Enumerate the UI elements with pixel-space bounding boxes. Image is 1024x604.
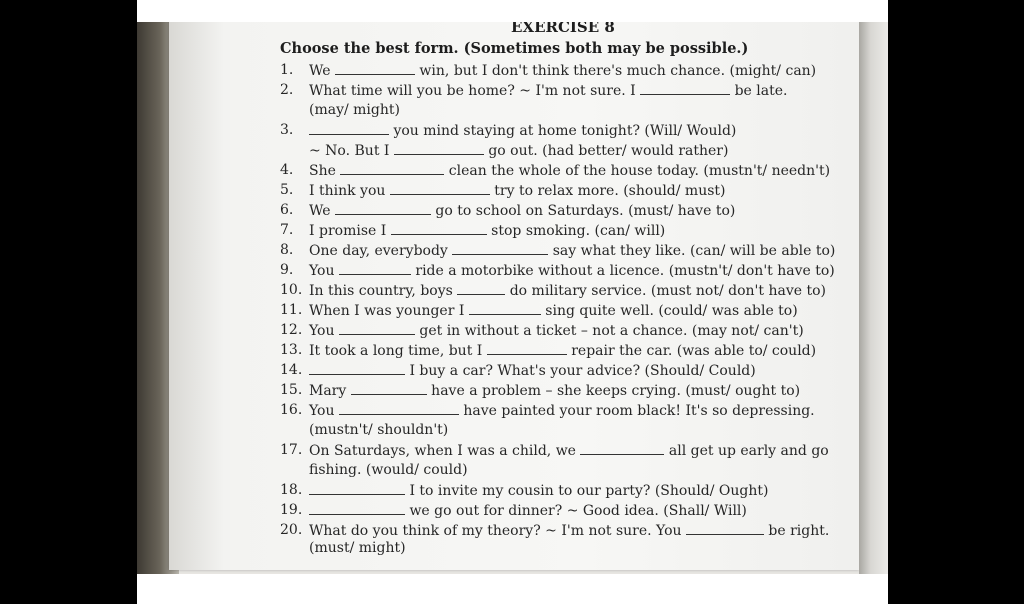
item-line (309, 402, 815, 419)
item-line (309, 162, 830, 179)
item-number: 4. (280, 162, 294, 178)
item-line (309, 322, 804, 339)
item-number: 6. (280, 202, 294, 218)
item-continuation: (must/ might) (309, 540, 406, 556)
item-text-before: You (309, 323, 339, 339)
item-number: 18. (280, 482, 303, 498)
item-line (309, 62, 816, 79)
item-text-after: ride a motorbike without a licence. (mustn't/ don't have to) (410, 263, 835, 279)
item-text-after: do military service. (must not/ don't have to) (505, 283, 826, 299)
item-text-after: go to school on Saturdays. (must/ have to) (430, 203, 736, 219)
item-number: 12. (280, 322, 303, 338)
item-line (309, 282, 826, 299)
item-number: 7. (280, 222, 294, 238)
item-number: 2. (280, 82, 294, 98)
item-number: 1. (280, 62, 294, 78)
item-line (309, 362, 756, 379)
item-text-before: What time will you be home? ~ I'm not sure. I (309, 83, 641, 99)
answer-blank[interactable] (335, 202, 431, 215)
item-text-after: I to invite my cousin to our party? (Should/ Ought) (405, 483, 769, 499)
item-line (309, 122, 736, 139)
right-black-bar (888, 0, 1024, 604)
item-line (309, 502, 747, 519)
item-text-before: ~ No. But I (309, 143, 394, 159)
item-line (309, 382, 800, 399)
left-black-bar (0, 0, 137, 604)
item-continuation: (may/ might) (309, 102, 400, 118)
page-edge (859, 22, 888, 574)
item-text-after: try to relax more. (should/ must) (489, 183, 726, 199)
item-line (309, 82, 787, 99)
answer-blank[interactable] (640, 82, 730, 95)
exercise-title: EXERCISE 8 (511, 22, 615, 36)
item-text-before: I think you (309, 183, 390, 199)
answer-blank[interactable] (390, 182, 490, 195)
item-line (309, 142, 728, 159)
item-number: 17. (280, 442, 303, 458)
answer-blank[interactable] (309, 502, 405, 515)
answer-blank[interactable] (339, 402, 459, 415)
item-text-after: win, but I don't think there's much chance. (might/ can) (414, 63, 817, 79)
item-line (309, 222, 665, 239)
item-text-before: What do you think of my theory? ~ I'm not sure. You (309, 523, 686, 539)
item-text-before: I promise I (309, 223, 391, 239)
answer-blank[interactable] (339, 322, 415, 335)
answer-blank[interactable] (580, 442, 664, 455)
book-page (169, 22, 859, 570)
item-continuation: fishing. (would/ could) (309, 462, 468, 478)
item-line (309, 262, 835, 279)
item-text-before: One day, everybody (309, 243, 453, 259)
item-number: 3. (280, 122, 294, 138)
item-text-after: all get up early and go (664, 443, 829, 459)
book-photo (137, 22, 888, 574)
item-text-after: have a problem – she keeps crying. (must/ ought to) (426, 383, 801, 399)
item-text-after: I buy a car? What's your advice? (Should/ Could) (405, 363, 756, 379)
item-text-after: clean the whole of the house today. (mustn't/ needn't) (444, 163, 831, 179)
answer-blank[interactable] (309, 122, 389, 135)
answer-blank[interactable] (487, 342, 567, 355)
item-text-before: You (309, 263, 339, 279)
item-text-before: She (309, 163, 341, 179)
item-number: 8. (280, 242, 294, 258)
item-text-after: repair the car. (was able to/ could) (566, 343, 817, 359)
item-text-before: It took a long time, but I (309, 343, 487, 359)
item-continuation: (mustn't/ shouldn't) (309, 422, 449, 438)
item-text-before: We (309, 203, 335, 219)
item-line (309, 522, 829, 539)
item-text-before: We (309, 63, 335, 79)
item-text-after: have painted your room black! It's so depressing. (458, 403, 815, 419)
item-line (309, 342, 816, 359)
answer-blank[interactable] (394, 142, 484, 155)
item-line (309, 442, 829, 459)
exercise-instruction: Choose the best form. (Sometimes both may be possible.) (280, 40, 749, 57)
item-text-after: you mind staying at home tonight? (Will/ Would) (389, 123, 737, 139)
item-line (309, 242, 835, 259)
answer-blank[interactable] (686, 522, 764, 535)
answer-blank[interactable] (452, 242, 548, 255)
item-text-after: sing quite well. (could/ was able to) (540, 303, 798, 319)
top-margin (137, 0, 888, 22)
item-line (309, 182, 726, 199)
answer-blank[interactable] (351, 382, 427, 395)
answer-blank[interactable] (309, 362, 405, 375)
item-text-after: stop smoking. (can/ will) (486, 223, 666, 239)
answer-blank[interactable] (335, 62, 415, 75)
item-text-after: say what they like. (can/ will be able to) (548, 243, 836, 259)
answer-blank[interactable] (340, 162, 444, 175)
bottom-margin (137, 574, 888, 604)
item-number: 19. (280, 502, 303, 518)
item-number: 13. (280, 342, 303, 358)
item-text-before: When I was younger I (309, 303, 469, 319)
answer-blank[interactable] (391, 222, 487, 235)
item-text-after: be right. (763, 523, 830, 539)
item-text-after: go out. (had better/ would rather) (483, 143, 729, 159)
item-line (309, 302, 798, 319)
answer-blank[interactable] (309, 482, 405, 495)
item-number: 20. (280, 522, 303, 538)
item-line (309, 482, 769, 499)
item-line (309, 202, 735, 219)
answer-blank[interactable] (339, 262, 411, 275)
item-number: 11. (280, 302, 303, 318)
item-text-before: In this country, boys (309, 283, 458, 299)
item-number: 5. (280, 182, 294, 198)
item-text-after: we go out for dinner? ~ Good idea. (Shall/ Will) (405, 503, 747, 519)
answer-blank[interactable] (469, 302, 541, 315)
item-text-after: get in without a ticket – not a chance. (may not/ can't) (414, 323, 804, 339)
item-text-before: On Saturdays, when I was a child, we (309, 443, 581, 459)
item-number: 10. (280, 282, 303, 298)
item-number: 15. (280, 382, 303, 398)
answer-blank[interactable] (457, 282, 505, 295)
item-text-after: be late. (730, 83, 788, 99)
item-number: 9. (280, 262, 294, 278)
item-number: 14. (280, 362, 303, 378)
item-number: 16. (280, 402, 303, 418)
item-text-before: Mary (309, 383, 351, 399)
item-text-before: You (309, 403, 339, 419)
